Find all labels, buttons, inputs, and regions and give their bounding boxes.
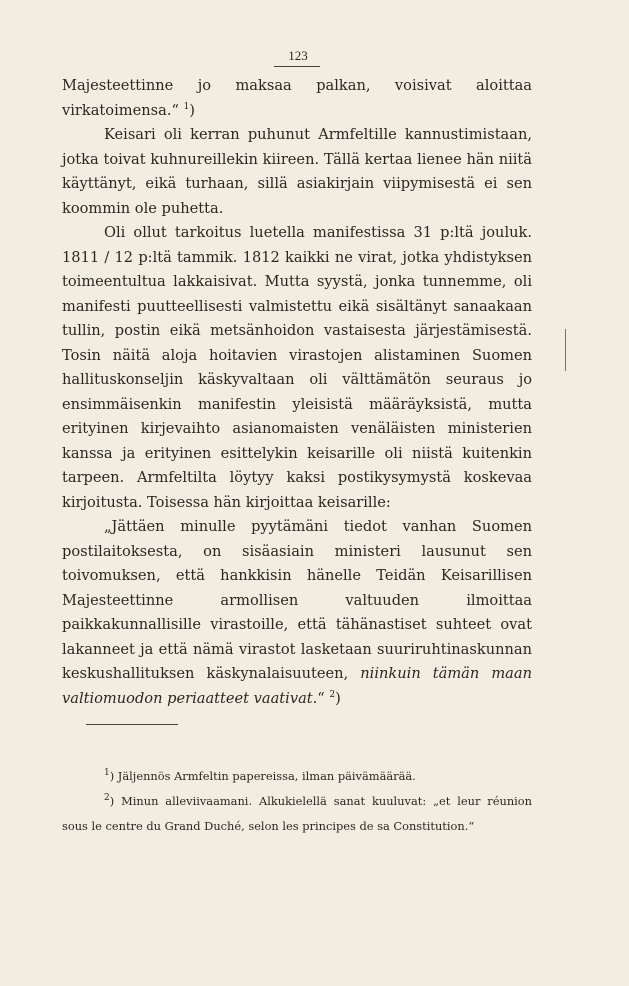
page-number: 123 bbox=[288, 48, 308, 63]
paragraph-1 bbox=[62, 74, 532, 123]
quote-tail: ) bbox=[335, 689, 341, 707]
paragraph-3: Oli ollut tarkoitus luetella manifestissa 31 p:ltä jouluk. 1811 / 12 p:ltä tammik. 1812 kaikki ne virat, jotka yhdistyksen toimeentultua lakkaisivat. Mutta syystä, jonka tunnemme, oli manifesti puutteellisesti valmistettu eikä sisältänyt sanaakaan tullin, postin eikä metsänhoidon vastaisesta järjestämisestä. Tosin näitä aloja hoitavien virastojen alistaminen Suomen hallituskonseljin käskyvaltaan oli välttämätön seuraus jo ensimmäisenkin manifestin yleisistä määräyksistä, mutta erityinen kirjevaihto asianomaisten venäläisten ministerien kanssa ja erityinen esittelykin keisarille oli niistä kuitenkin tarpeen. Armfeltilta löytyy kaksi postikysymystä koskevaa kirjoitusta. Toisessa hän kirjoittaa keisarille: bbox=[62, 224, 532, 511]
page-number-underline bbox=[274, 66, 320, 67]
footnote-1-text: ) Jäljennös Armfeltin papereissa, ilman päivämäärää. bbox=[109, 769, 416, 783]
footnote-marker-1: 1 bbox=[104, 768, 110, 779]
quote-paragraph bbox=[62, 515, 532, 711]
footnote-2 bbox=[62, 789, 532, 839]
footnote-divider bbox=[86, 724, 178, 725]
paragraph-1-tail: ) bbox=[189, 101, 195, 119]
margin-mark bbox=[565, 329, 566, 371]
quote-close: “ bbox=[317, 689, 330, 707]
footnote-marker-2: 2 bbox=[104, 793, 110, 804]
footnote-1 bbox=[62, 764, 532, 789]
footnotes bbox=[62, 764, 532, 839]
quote-text: „Jättäen minulle pyytämäni tiedot vanhan Suomen postilaitoksesta, on sisäasiain ministeri lausunut sen toivomuksen, että hankkisin hänelle Teidän Keisarillisen Majesteettinne armollisen valtuuden ilmoittaa paikkakunnallisille virastoille, että tähänastiset suhteet ovat lakanneet ja että nämä virastot lasketaan suuriruhtinaskunnan keskushallituksen käskynalaisuuteen, bbox=[62, 518, 532, 682]
paragraph-1-text: Majesteettinne jo maksaa palkan, voisivat aloittaa virkatoimensa.“ bbox=[62, 77, 532, 119]
paragraph-2: Keisari oli kerran puhunut Armfeltille kannustimistaan, jotka toivat kuhnureillekin kiireen. Tällä kertaa lienee hän niitä käyttänyt, eikä turhaan, sillä asiakirjain viipymisestä ei sen koommin ole puhetta. bbox=[62, 126, 532, 217]
footnote-ref-2: 2 bbox=[329, 689, 336, 700]
footnote-2-text: ) Minun alleviivaamani. Alkukielellä sanat kuuluvat: „et leur réunion sous le centre du Grand Duché, selon les principes de sa Constitution.“ bbox=[62, 794, 532, 833]
underlined-emphasis: niinkuin tämän maan valtiomuodon periaatteet vaativat. bbox=[62, 665, 532, 707]
body-text bbox=[62, 74, 532, 711]
footnote-ref-1: 1 bbox=[183, 101, 190, 112]
